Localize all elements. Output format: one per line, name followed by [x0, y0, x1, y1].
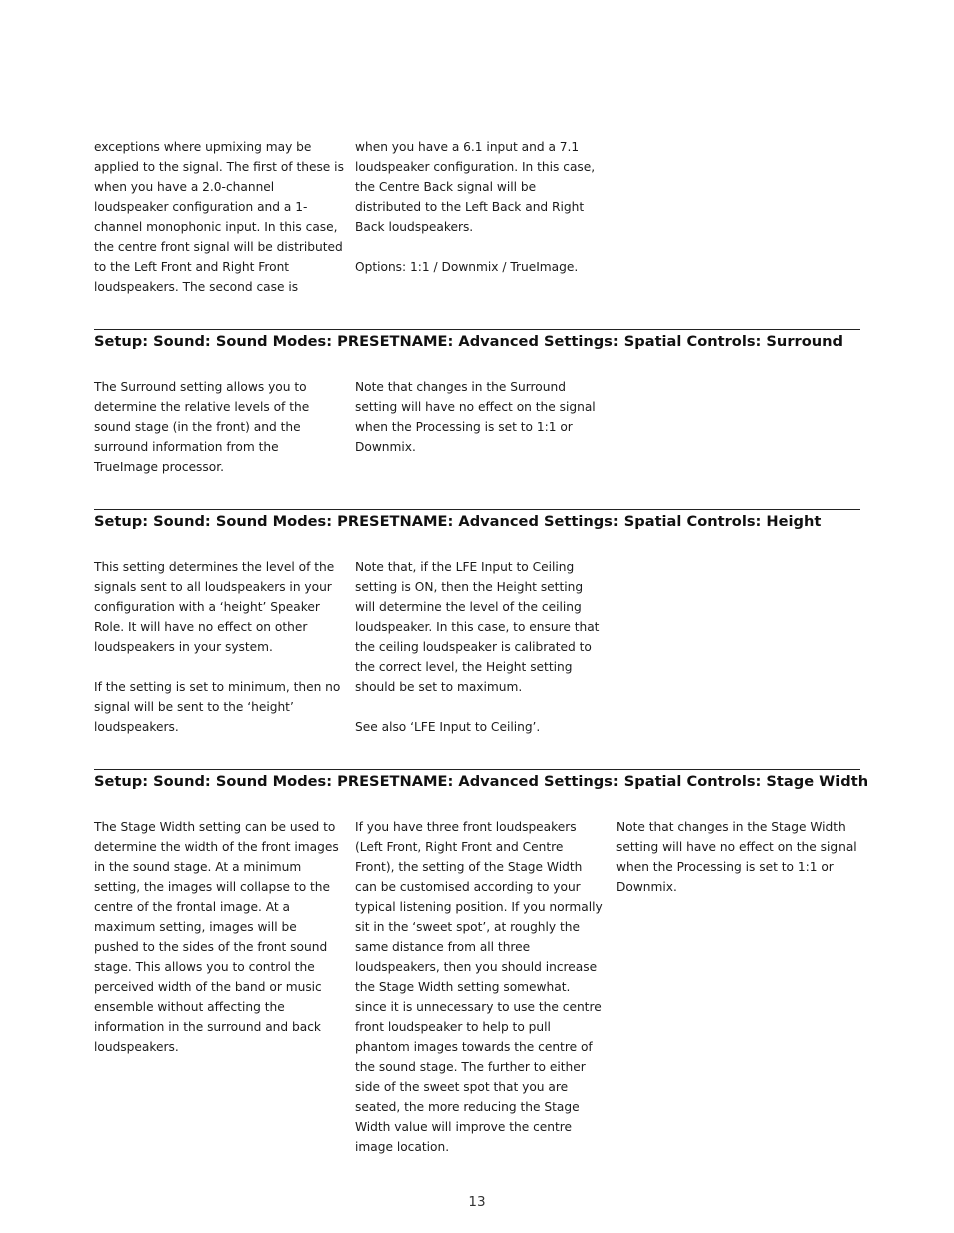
intro-column-1 [94, 137, 344, 297]
intro-column-2 [355, 137, 605, 277]
stage-width-col2-paragraph-1: If you have three front loudspeakers (Left Front, Right Front and Centre Front), the setting of the Stage Width can be customised according to your typical listening position. If you normally sit in the ‘sweet spot’, at roughly the same distance from all three loudspeakers, then you should increase the Stage Width setting somewhat. since it is unnecessary to use the centre front loudspeaker to help to pull phantom images towards the centre of the sound stage. The further to either side of the sweet spot that you are seated, the more reducing the Stage Width value will improve the centre image location. [355, 820, 603, 1154]
height-column-2 [355, 557, 605, 737]
intro-col2-options: Options: 1:1 / Downmix / TrueImage. [355, 260, 579, 274]
stage-width-column-2 [355, 817, 605, 1157]
height-col1-paragraph-1: This setting determines the level of the signals sent to all loudspeakers in your configuration with a ‘height’ Speaker Role. It will have no effect on other loudspeakers in your system. [94, 560, 335, 654]
section-divider-height [94, 509, 860, 510]
height-col2-paragraph-1: Note that, if the LFE Input to Ceiling setting is ON, then the Height setting will determine the level of the ceiling loudspeaker. In this case, to ensure that the ceiling loudspeaker is calibrated to the correct level, the Height setting should be set to maximum. [355, 560, 600, 694]
section-divider-stage-width [94, 769, 860, 770]
section-heading-stage-width: Setup: Sound: Sound Modes: PRESETNAME: Advanced Settings: Spatial Controls: Stage Width [94, 773, 869, 790]
intro-col2-paragraph-1: when you have a 6.1 input and a 7.1 loudspeaker configuration. In this case, the Centre Back signal will be distributed to the Left Back and Right Back loudspeakers. [355, 140, 596, 234]
surround-column-2 [355, 377, 605, 457]
section-divider-surround [94, 329, 860, 330]
section-heading-height: Setup: Sound: Sound Modes: PRESETNAME: Advanced Settings: Spatial Controls: Height [94, 513, 822, 530]
stage-width-col1-paragraph-1: The Stage Width setting can be used to determine the width of the front images in the sound stage. At a minimum setting, the images will collapse to the centre of the frontal image. At a maximum setting, images will be pushed to the sides of the front sound stage. This allows you to control the perceived width of the band or music ensemble without affecting the information in the surround and back loudspeakers. [94, 820, 339, 1054]
surround-col2-paragraph-1: Note that changes in the Surround setting will have no effect on the signal when the Processing is set to 1:1 or Downmix. [355, 380, 596, 454]
height-col2-see-also: See also ‘LFE Input to Ceiling’. [355, 720, 541, 734]
stage-width-col3-paragraph-1: Note that changes in the Stage Width setting will have no effect on the signal when the Processing is set to 1:1 or Downmix. [616, 820, 857, 894]
height-col1-paragraph-2: If the setting is set to minimum, then no signal will be sent to the ‘height’ loudspeakers. [94, 680, 341, 734]
height-column-1 [94, 557, 344, 737]
section-heading-surround: Setup: Sound: Sound Modes: PRESETNAME: Advanced Settings: Spatial Controls: Surround [94, 333, 843, 350]
surround-col1-paragraph-1: The Surround setting allows you to determine the relative levels of the sound stage (in the front) and the surround information from the TrueImage processor. [94, 380, 310, 474]
page-number: 13 [468, 1194, 486, 1210]
intro-col1-paragraph-1: exceptions where upmixing may be applied to the signal. The first of these is when you have a 2.0-channel loudspeaker configuration and a 1-channel monophonic input. In this case, the centre front signal will be distributed to the Left Front and Right Front loudspeakers. The second case is [94, 140, 344, 294]
stage-width-column-1 [94, 817, 344, 1057]
surround-column-1 [94, 377, 344, 477]
stage-width-column-3 [616, 817, 866, 897]
